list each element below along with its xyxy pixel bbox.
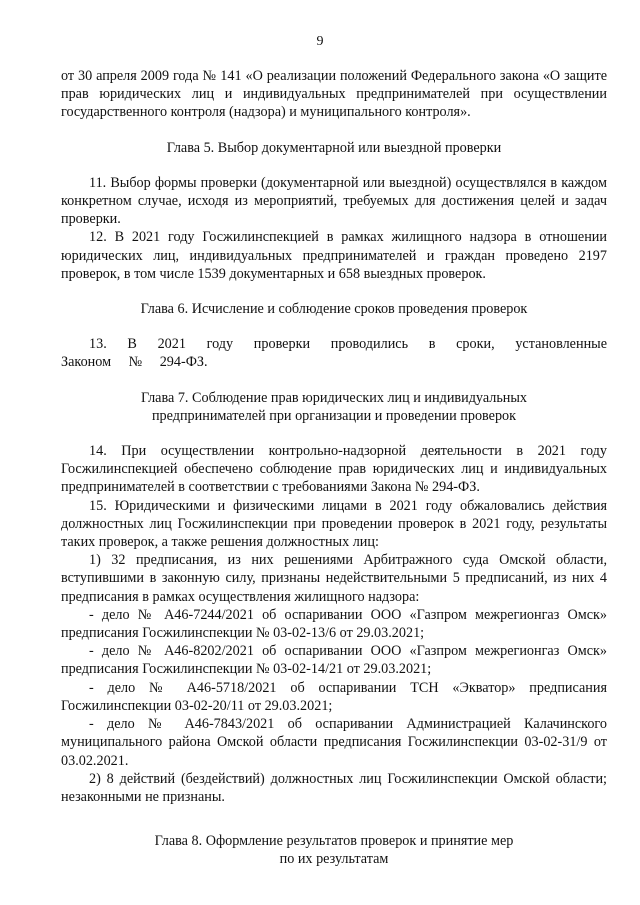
page-number: 9 <box>316 34 324 49</box>
chapter-7-title-line-2: предпринимателей при организации и проведении проверок <box>151 407 517 424</box>
case-item: - дело № А46-5718/2021 об оспаривании ТСН «Экватор» предписания Госжилинспекции 03-02-20/11 от 29.03.2021; <box>61 679 607 714</box>
document-body <box>61 67 607 869</box>
case-item: - дело № А46-7244/2021 об оспаривании ООО «Газпром межрегионгаз Омск» предписания Госжилинспекции № 03-02-13/6 от 29.03.2021; <box>61 606 607 642</box>
chapter-7-title <box>61 389 607 425</box>
chapter-7-title-line-1: Глава 7. Соблюдение прав юридических лиц и индивидуальных <box>140 389 528 406</box>
paragraph-15: 15. Юридическими и физическими лицами в 2021 году обжаловались действия должностных лиц Госжилинспекции при проведении проверок в 2021 году, результаты таких проверок, а также решения должностных лиц: <box>61 497 607 551</box>
paragraph-11: 11. Выбор формы проверки (документарной или выездной) осуществлялся в каждом конкретном случае, исходя из мероприятий, требуемых для достижения целей и задач проверки. <box>61 174 607 228</box>
paragraph-12: 12. В 2021 году Госжилинспекцией в рамках жилищного надзора в отношении юридических лиц, индивидуальных предпринимателей и граждан проведено 2197 проверок, в том числе 1539 документарных и 658 выездных проверок. <box>61 229 607 282</box>
intro-paragraph: от 30 апреля 2009 года № 141 «О реализации положений Федерального закона «О защите прав юридических лиц и индивидуальных предпринимателей при осуществлении государственного контроля (надзора) и муниципального контроля». <box>61 68 607 121</box>
chapter-8-title <box>61 832 607 868</box>
chapter-6-title: Глава 6. Исчисление и соблюдение сроков проведения проверок <box>140 301 528 318</box>
paragraph-14: 14. При осуществлении контрольно-надзорной деятельности в 2021 году Госжилинспекцией обеспечено соблюдение прав юридических лиц и индивидуальных предпринимателей в соответствии с требованиями Закона № 294-ФЗ. <box>61 443 607 496</box>
case-item: - дело № А46-8202/2021 об оспаривании ООО «Газпром межрегионгаз Омск» предписания Госжилинспекции № 03-02-14/21 от 29.03.2021; <box>61 643 607 678</box>
chapter-8-title-line-2: по их результатам <box>279 851 389 868</box>
case-item: - дело № А46-7843/2021 об оспаривании Администрацией Калачинского муниципального района Омской области предписания Госжилинспекции 03-02-31/9 от 03.02.2021. <box>61 716 607 769</box>
chapter-8-title-line-1: Глава 8. Оформление результатов проверок и принятие мер <box>154 833 514 850</box>
list-item-1: 1) 32 предписания, из них решениями Арбитражного суда Омской области, вступившими в законную силу, признаны недействительными 5 предписаний, из них 4 предписания в рамках осуществления жилищного надзора: <box>61 552 607 605</box>
paragraph-13: 13. В 2021 году проверки проводились в сроки, установленные Законом № 294-ФЗ. <box>61 336 607 371</box>
chapter-5-title: Глава 5. Выбор документарной или выездной проверки <box>166 139 502 156</box>
list-item-2: 2) 8 действий (бездействий) должностных лиц Госжилинспекции Омской области; незаконными не признаны. <box>61 770 607 805</box>
